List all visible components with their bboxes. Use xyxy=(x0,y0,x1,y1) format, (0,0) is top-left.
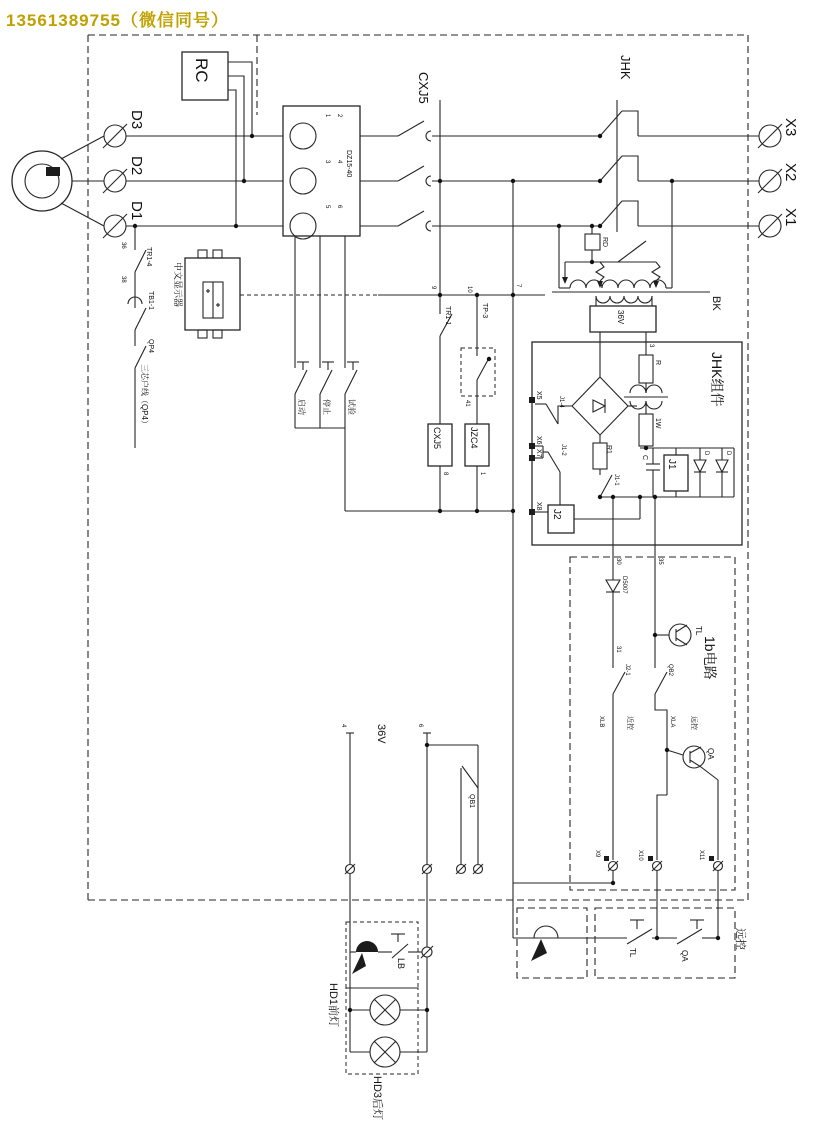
label-contact-qp4: QP4 xyxy=(147,339,154,354)
label-terminal-x9: X9 xyxy=(594,850,600,858)
label-supply-36v: 36V xyxy=(375,724,387,744)
label-lamp-hd1: HD1前灯 xyxy=(327,983,339,1028)
label-wire-tag-9: 9 xyxy=(430,286,436,290)
label-terminal-x3: X3 xyxy=(782,118,799,137)
label-resistor-1w: 1W xyxy=(654,418,661,429)
phone-watermark: 13561389755（微信同号） xyxy=(6,11,230,30)
bk-transformer xyxy=(552,181,710,342)
label-contact-tr1-1: TR1-1 xyxy=(444,306,451,326)
label-button-qa-remote: QA xyxy=(680,950,689,962)
label-wire-tag-7: 7 xyxy=(515,284,521,288)
circuit-breaker xyxy=(283,106,360,368)
motor-symbol xyxy=(12,136,104,226)
lighting-circuit xyxy=(345,733,483,1074)
label-diode-d5007: D5007 xyxy=(621,576,627,594)
label-remote-station: 远控 xyxy=(734,928,746,950)
label-button-tb1-1: TB1-1 xyxy=(147,291,154,311)
label-wire-tag-1: 1 xyxy=(479,472,485,476)
label-terminal-d1: D1 xyxy=(128,201,145,221)
label-contact-tr1-4: TR1-4 xyxy=(145,247,152,267)
label-terminal-x10: X10 xyxy=(637,850,643,861)
label-terminal-x8: X8 xyxy=(535,502,542,511)
label-button-stop: 停止 xyxy=(322,399,331,415)
phase-wires xyxy=(126,136,759,226)
label-breaker-model: DZ15-40 xyxy=(345,150,352,178)
label-wire-tag-xlb: XLB xyxy=(598,716,604,728)
label-breaker-pin-3: 3 xyxy=(324,160,330,164)
x-terminals xyxy=(758,124,782,238)
remote-control-station xyxy=(513,883,735,978)
label-terminal-x11: X11 xyxy=(698,850,704,861)
cxj5-main-contacts xyxy=(398,121,431,231)
label-breaker-pin-1: 1 xyxy=(324,114,330,118)
label-module-jhk: JHK组件 xyxy=(709,352,725,407)
label-wire-tag-41: 41 xyxy=(464,400,470,407)
label-contactor-cxj5: CXJ5 xyxy=(416,72,431,104)
label-contact-j1-1: J1-1 xyxy=(613,474,619,486)
label-diode-d-b: D xyxy=(725,451,731,456)
label-coil-jzc4: JZC4 xyxy=(469,427,479,449)
oneb-circuit xyxy=(513,545,735,938)
label-tag-yuankong: 远控 xyxy=(690,716,697,730)
label-transformer-bk: BK xyxy=(710,296,722,311)
label-breaker-pin-6: 6 xyxy=(336,205,342,209)
label-wire-tag-8: 8 xyxy=(442,472,448,476)
jhk-main-contacts xyxy=(600,100,638,232)
label-transformer-output: 36V xyxy=(616,310,625,325)
pushbutton-group xyxy=(295,362,359,511)
label-breaker-pin-5: 5 xyxy=(324,205,330,209)
label-resistor-r1: R1 xyxy=(605,445,612,454)
label-lamp-hd3: HD3后灯 xyxy=(371,1076,383,1121)
label-terminal-x5: X5 xyxy=(535,391,542,400)
label-button-start: 启动 xyxy=(297,399,306,415)
label-wire-tag-4: 4 xyxy=(340,724,346,728)
label-layer xyxy=(120,55,799,1120)
label-circuit-1b: 1b电路 xyxy=(702,636,718,680)
label-fuse-rd: RD xyxy=(601,237,608,248)
control-bus xyxy=(345,100,545,883)
label-coil-cxj5: CXJ5 xyxy=(432,427,442,450)
label-breaker-pin-2: 2 xyxy=(336,114,342,118)
label-tag-jinkong: 近控 xyxy=(626,716,633,730)
label-wire-tag-36: 36 xyxy=(120,242,126,249)
label-wire-tag-3: 3 xyxy=(648,344,654,348)
label-display-unit-label: 中文显示器 xyxy=(173,262,183,308)
label-resistor-r: R xyxy=(654,360,661,366)
label-wire-tag-35: 35 xyxy=(657,558,663,565)
label-terminal-d3: D3 xyxy=(128,110,145,130)
label-terminal-d2: D2 xyxy=(128,156,145,176)
label-contact-j2-1: J2-1 xyxy=(624,664,630,676)
label-button-tl-remote: TL xyxy=(628,948,637,958)
label-contact-j1-2: J1-2 xyxy=(560,444,566,456)
label-capacitor-c: C xyxy=(641,455,648,461)
label-cable-note: 三芯户线（QP4） xyxy=(140,364,149,429)
label-wire-tag-30: 30 xyxy=(615,558,621,565)
d-terminals xyxy=(103,124,127,238)
label-terminal-x7: X7 xyxy=(535,449,542,458)
label-button-test: 试验 xyxy=(347,399,356,415)
label-relay-j2: J2 xyxy=(551,509,562,520)
label-transistor-tl: TL xyxy=(694,626,703,636)
label-wire-tag-38: 38 xyxy=(120,276,126,283)
label-switch-qb1: QB1 xyxy=(468,794,475,809)
label-horn-lb: LB xyxy=(396,958,406,970)
label-relay-j1: J1 xyxy=(666,459,677,470)
label-wire-tag-10: 10 xyxy=(466,286,472,293)
display-unit xyxy=(185,250,378,338)
label-terminal-x1: X1 xyxy=(782,208,799,227)
label-diode-d-a: D xyxy=(703,451,709,456)
enclosure-borders xyxy=(88,35,748,900)
label-breaker-pin-4: 4 xyxy=(336,160,342,164)
label-rc-box: RC xyxy=(192,58,211,83)
label-transistor-qa: QA xyxy=(706,748,715,760)
label-contact-qb2: QB2 xyxy=(667,664,673,677)
label-terminal-x2: X2 xyxy=(782,163,799,182)
label-wire-tag-31: 31 xyxy=(615,646,621,653)
label-contactor-jhk: JHK xyxy=(618,55,633,80)
label-contact-tp-3: TP-3 xyxy=(481,303,488,319)
label-terminal-x6: X6 xyxy=(535,436,542,445)
label-wire-tag-xla: XLA xyxy=(669,716,675,728)
label-wire-tag-6: 6 xyxy=(417,724,423,728)
label-contact-j1-4: J1-4 xyxy=(558,396,564,408)
